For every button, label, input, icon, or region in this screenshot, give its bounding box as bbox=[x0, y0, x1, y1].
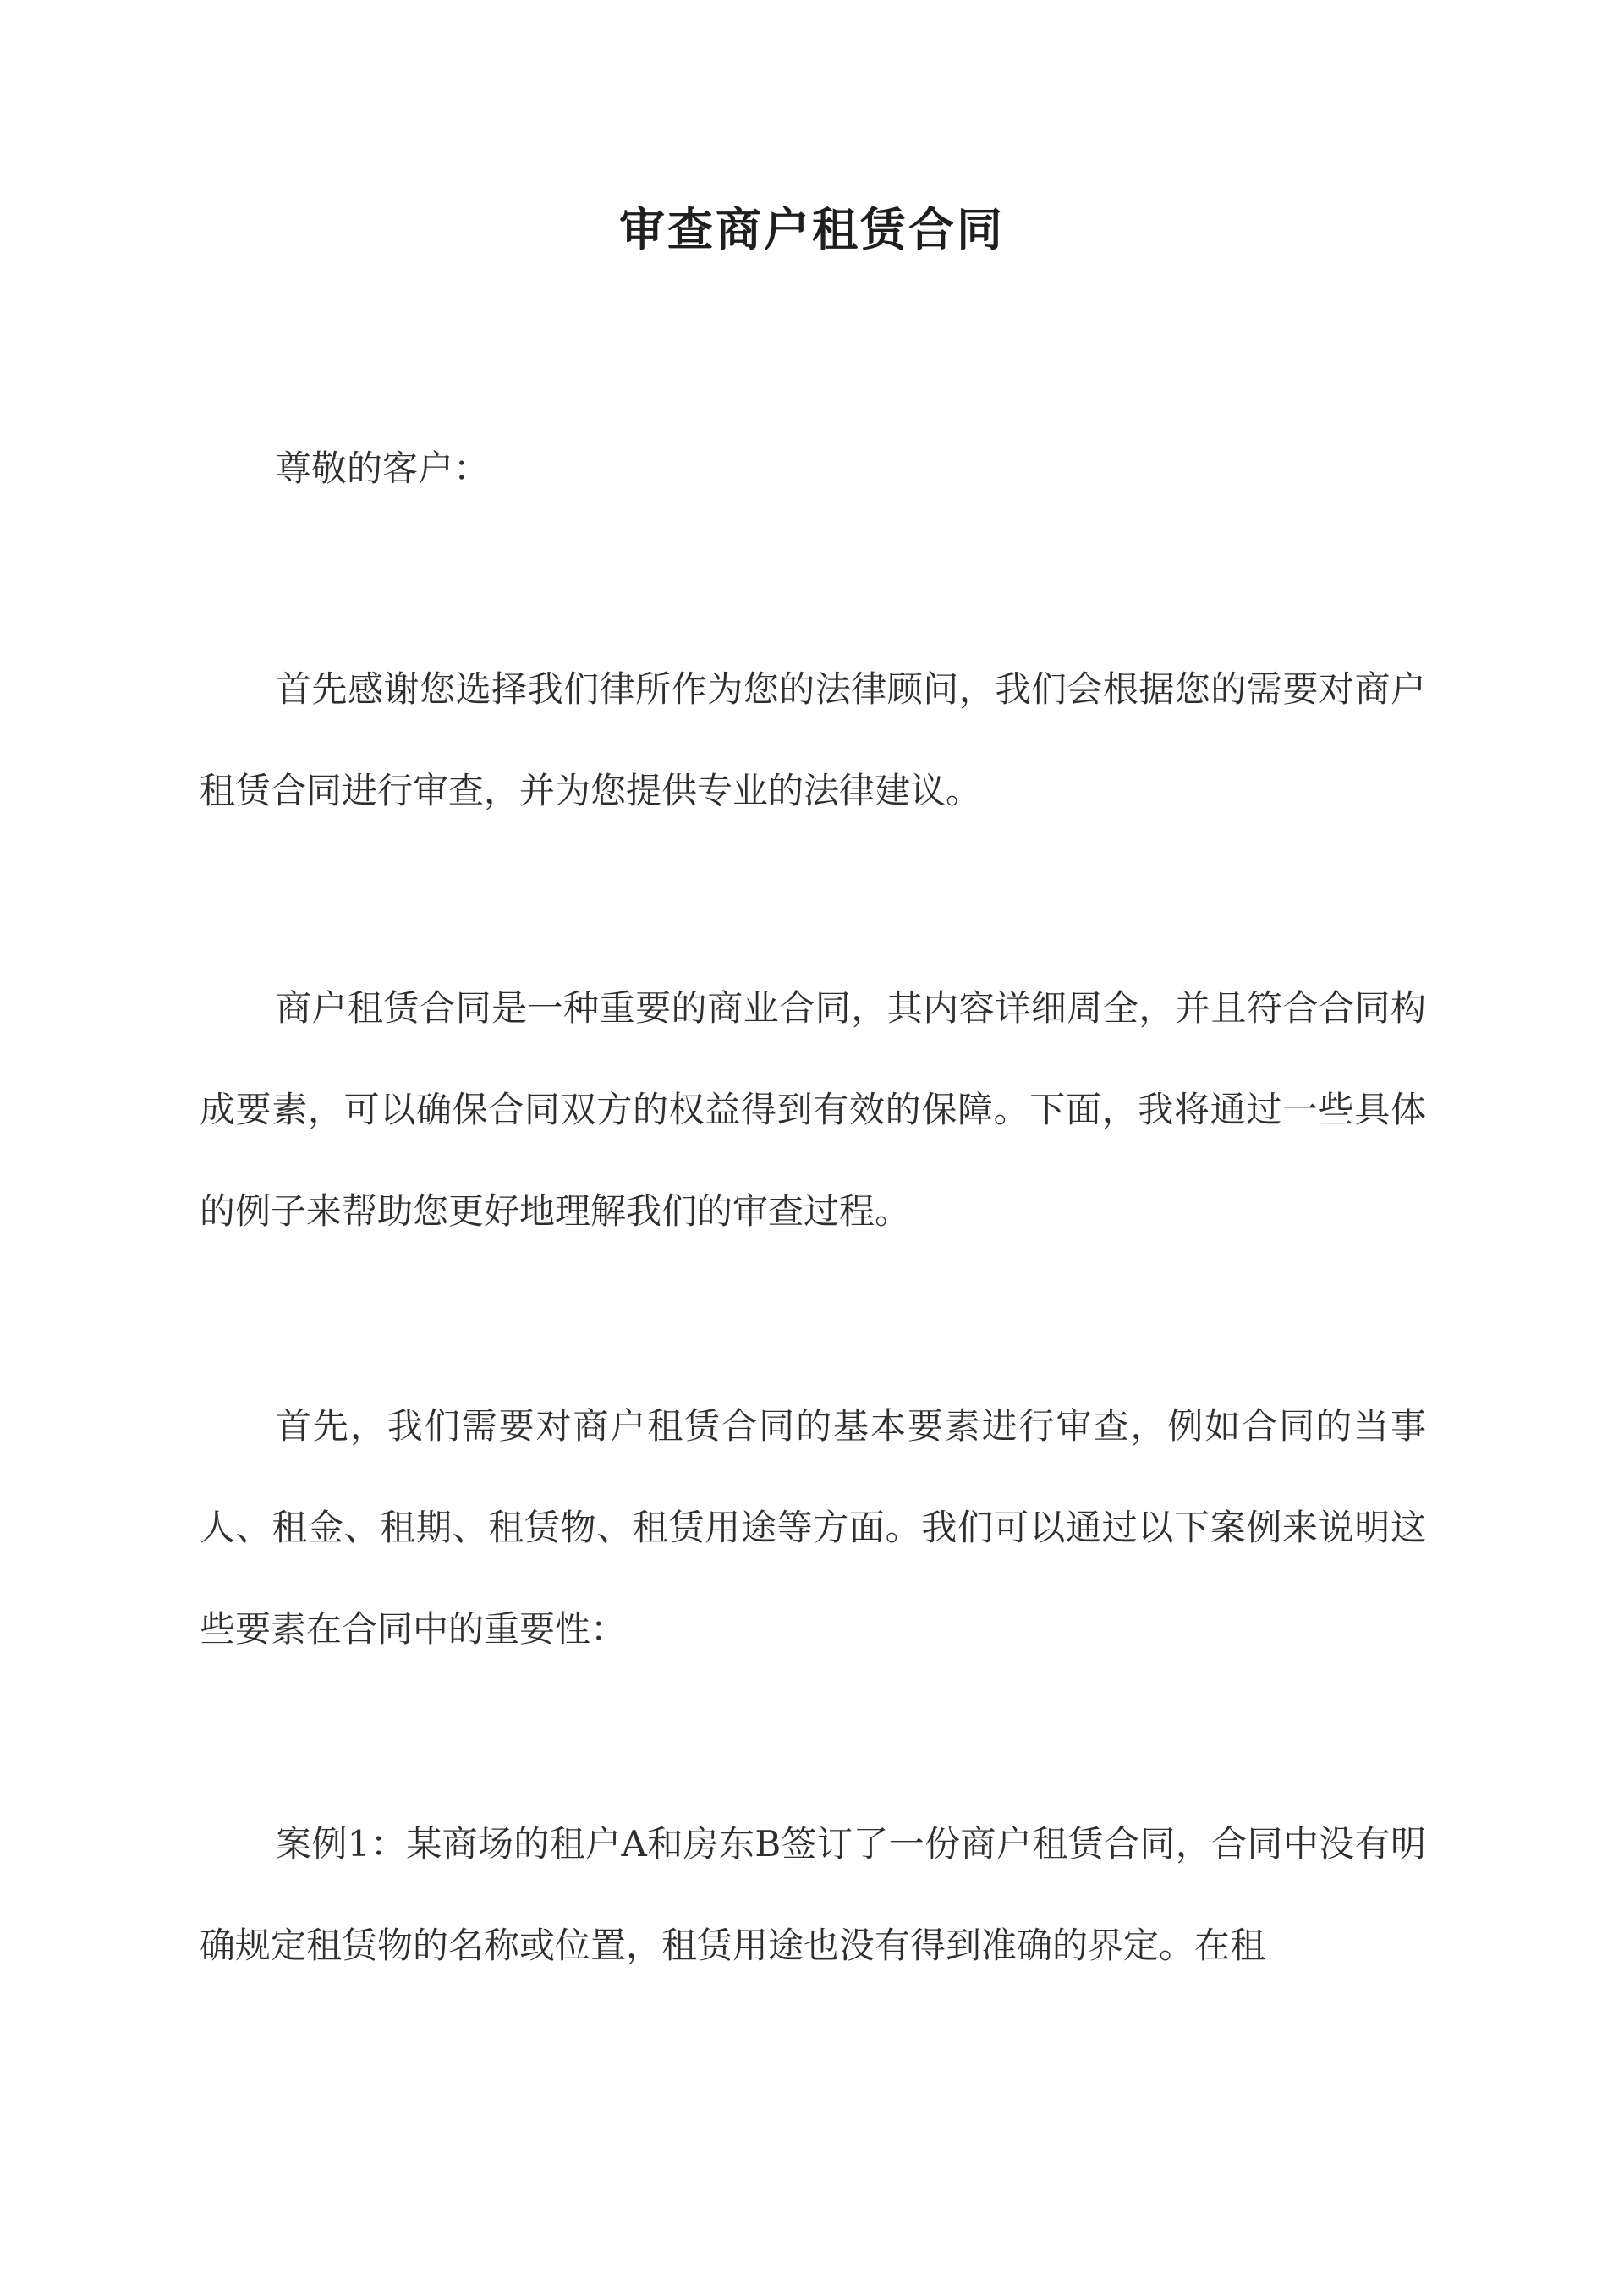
paragraph-basic-elements: 首先，我们需要对商户租赁合同的基本要素进行审查，例如合同的当事人、租金、租期、租赁物、租赁用途等方面。我们可以通过以下案例来说明这些要素在合同中的重要性： bbox=[200, 1405, 1426, 1650]
paragraph-contract-importance: 商户租赁合同是一种重要的商业合同，其内容详细周全，并且符合合同构成要素，可以确保合同双方的权益得到有效的保障。下面，我将通过一些具体的例子来帮助您更好地理解我们的审查过程。 bbox=[200, 987, 1426, 1232]
paragraph-case-1: 案例1：某商场的租户A和房东B签订了一份商户租赁合同，合同中没有明确规定租赁物的名称或位置，租赁用途也没有得到准确的界定。在租 bbox=[200, 1823, 1426, 1966]
document-title: 审查商户租赁合同 bbox=[619, 202, 1005, 256]
paragraph-intro: 首先感谢您选择我们律所作为您的法律顾问，我们会根据您的需要对商户租赁合同进行审查，并为您提供专业的法律建议。 bbox=[200, 668, 1426, 811]
salutation: 尊敬的客户： bbox=[276, 448, 490, 489]
